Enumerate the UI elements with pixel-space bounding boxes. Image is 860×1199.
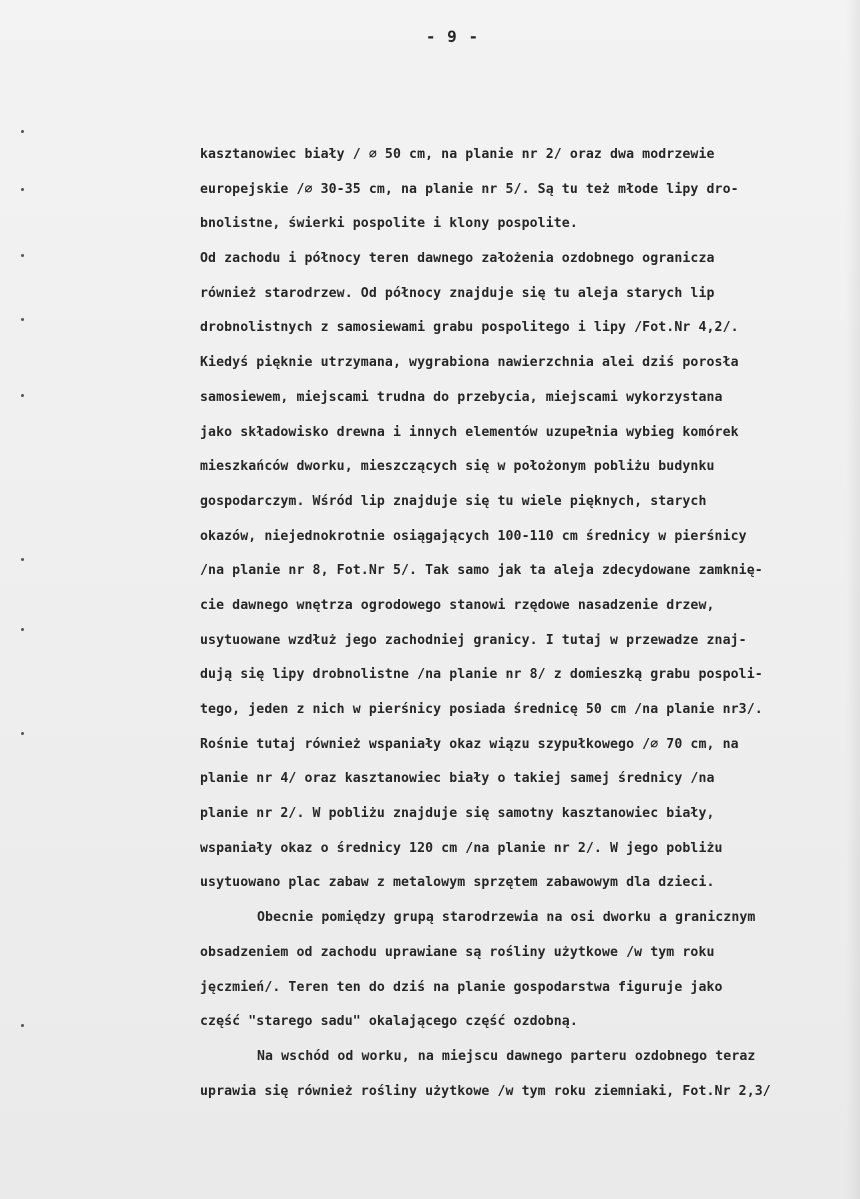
margin-mark xyxy=(21,628,24,631)
margin-mark xyxy=(21,188,24,191)
margin-mark xyxy=(21,318,24,321)
margin-mark xyxy=(21,558,24,561)
text-line: obsadzeniem od zachodu uprawiane są rośliny użytkowe /w tym roku xyxy=(200,944,715,960)
text-line: samosiewem, miejscami trudna do przebycia, miejscami wykorzystana xyxy=(200,389,723,405)
text-line: gospodarczym. Wśród lip znajduje się tu wiele pięknych, starych xyxy=(200,493,707,509)
text-line: również starodrzew. Od północy znajduje się tu aleja starych lip xyxy=(200,285,715,301)
text-line: mieszkańców dworku, mieszczących się w położonym pobliżu budynku xyxy=(200,459,715,475)
text-line: jako składowisko drewna i innych elementów uzupełnia wybieg komórek xyxy=(200,424,739,440)
text-line: Rośnie tutaj również wspaniały okaz wiązu szypułkowego /∅ 70 cm, na xyxy=(200,736,739,752)
text-line: drobnolistnych z samosiewami grabu pospolitego i lipy /Fot.Nr 4,2/. xyxy=(200,320,739,336)
text-line: /na planie nr 8, Fot.Nr 5/. Tak samo jak ta aleja zdecydowane zamknię- xyxy=(200,563,763,579)
text-line: Kiedyś pięknie utrzymana, wygrabiona nawierzchnia alei dziś porosła xyxy=(200,355,739,371)
text-line: kasztanowiec biały / ∅ 50 cm, na planie nr 2/ oraz dwa modrzewie xyxy=(200,147,715,162)
text-line: Od zachodu i północy teren dawnego założenia ozdobnego ogranicza xyxy=(200,251,715,267)
margin-mark xyxy=(21,254,24,257)
text-line: planie nr 2/. W pobliżu znajduje się samotny kasztanowiec biały, xyxy=(200,806,715,822)
text-line-indented: Obecnie pomiędzy grupą starodrzewia na osi dworku a granicznym xyxy=(257,910,756,926)
text-line: jęczmień/. Teren ten do dziś na planie gospodarstwa figuruje jako xyxy=(200,979,723,995)
text-line: wspaniały okaz o średnicy 120 cm /na planie nr 2/. W jego pobliżu xyxy=(200,840,723,856)
page-number: - 9 - xyxy=(425,27,480,46)
text-line-indented: Na wschód od worku, na miejscu dawnego parteru ozdobnego teraz xyxy=(257,1048,756,1064)
margin-mark xyxy=(21,1024,24,1027)
text-line: bnolistne, świerki pospolite i klony pospolite. xyxy=(200,216,578,232)
text-line: cie dawnego wnętrza ogrodowego stanowi rzędowe nasadzenie drzew, xyxy=(200,597,715,613)
text-line: tego, jeden z nich w pierśnicy posiada średnicę 50 cm /na planie nr3/. xyxy=(200,702,763,717)
margin-mark xyxy=(21,732,24,735)
text-line: uprawia się również rośliny użytkowe /w tym roku ziemniaki, Fot.Nr 2,3/ xyxy=(200,1083,771,1099)
body-text xyxy=(200,138,850,1109)
text-line: usytuowano plac zabaw z metalowym sprzętem zabawowym dla dzieci. xyxy=(200,875,715,891)
text-line: usytuowane wzdłuż jego zachodniej granicy. I tutaj w przewadze znaj- xyxy=(200,632,747,648)
margin-mark xyxy=(21,394,24,397)
text-line: europejskie /∅ 30-35 cm, na planie nr 5/. Są tu też młode lipy dro- xyxy=(200,181,739,197)
text-line: planie nr 4/ oraz kasztanowiec biały o takiej samej średnicy /na xyxy=(200,771,715,787)
text-line: część "starego sadu" okalającego część ozdobną. xyxy=(200,1014,578,1030)
text-line: okazów, niejednokrotnie osiągających 100-110 cm średnicy w pierśnicy xyxy=(200,528,747,544)
margin-mark xyxy=(21,130,24,133)
text-line: dują się lipy drobnolistne /na planie nr 8/ z domieszką grabu pospoli- xyxy=(200,667,763,683)
